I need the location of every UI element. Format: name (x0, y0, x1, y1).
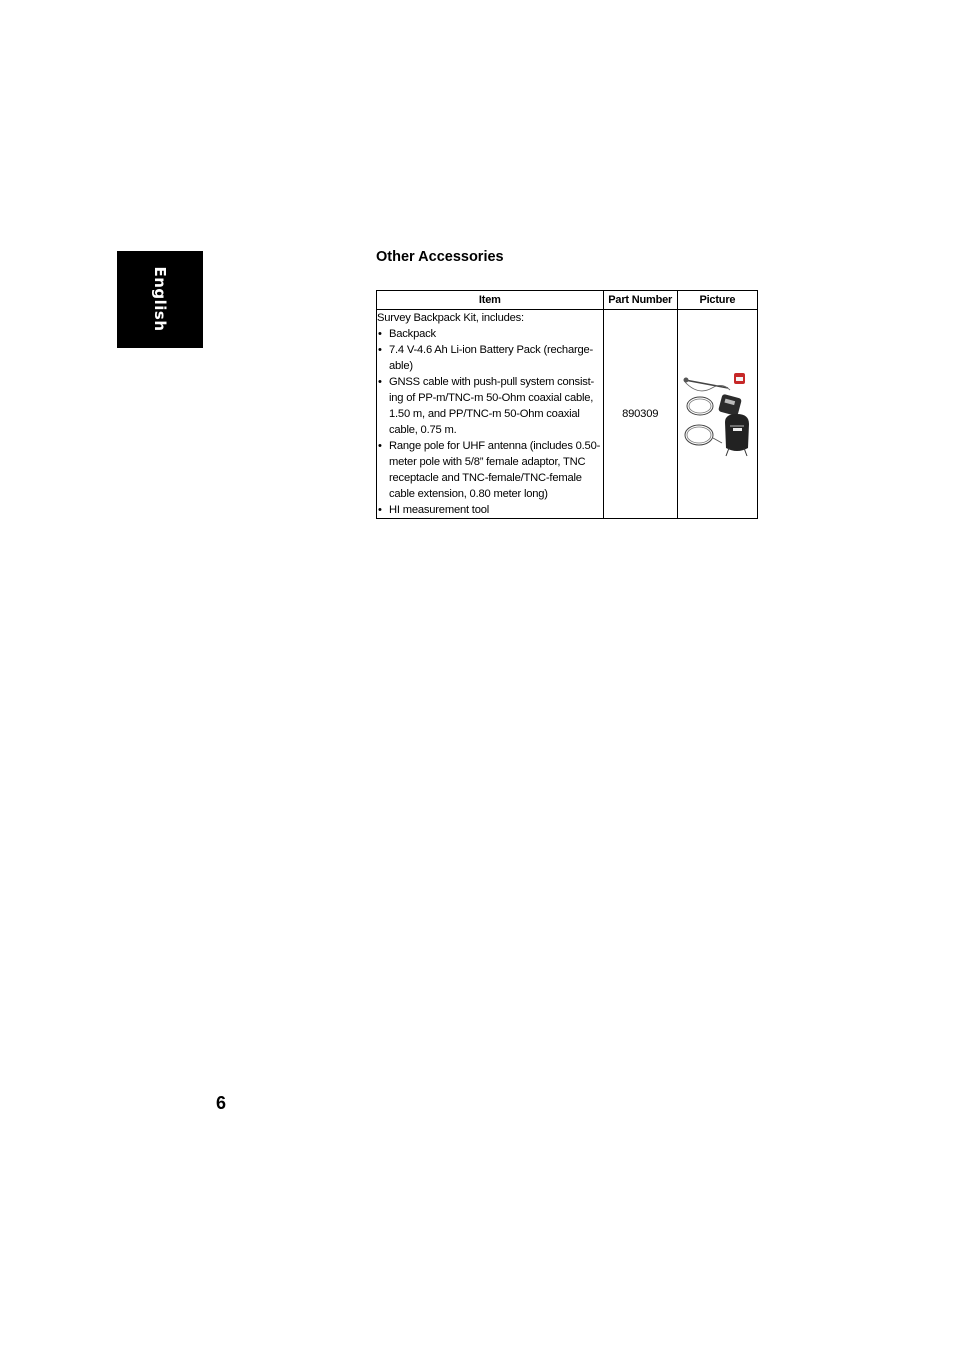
language-tab-label: English (151, 266, 169, 332)
list-item: • GNSS cable with push-pull system consist-ing of PP-m/TNC-m 50-Ohm coaxial cable, 1.50 m, and PP/TNC-m 50-Ohm coaxial cable, 0.75 m. (377, 374, 603, 438)
table-row (377, 310, 758, 519)
section-title: Other Accessories (376, 249, 504, 265)
item-cell (377, 310, 604, 519)
list-item: • Range pole for UHF antenna (includes 0.50-meter pole with 5/8” female adaptor, TNC receptacle and TNC-female/TNC-female cable extension, 0.80 meter long) (377, 438, 603, 502)
part-number-cell: 890309 (603, 310, 677, 519)
table-header-row (377, 291, 758, 310)
picture-cell (677, 310, 757, 519)
list-item: • Backpack (377, 326, 603, 342)
survey-backpack-kit-photo (682, 366, 752, 458)
item-intro: Survey Backpack Kit, includes: (377, 312, 524, 324)
list-item: • HI measurement tool (377, 502, 603, 518)
accessories-table (376, 290, 758, 519)
column-header-part-number: Part Number (603, 291, 677, 310)
page-number: 6 (216, 1093, 227, 1113)
column-header-picture: Picture (677, 291, 757, 310)
list-item: • 7.4 V-4.6 Ah Li-ion Battery Pack (recharge-able) (377, 342, 603, 374)
column-header-item: Item (377, 291, 604, 310)
language-tab (117, 251, 203, 348)
item-bullet-list (377, 326, 603, 518)
